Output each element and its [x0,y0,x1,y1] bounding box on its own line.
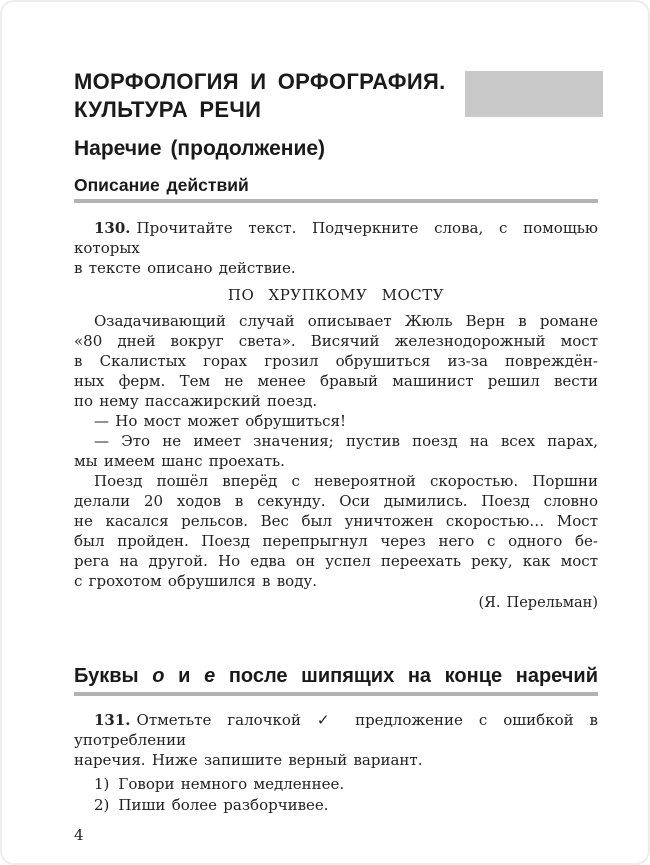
subsection-title-1: Описание действий [74,175,249,195]
answer-item: 2) Пиши более разборчивее. [94,796,329,814]
story-line: «80 дней вокруг света». Висячий железнодорожный мост [74,332,598,350]
story-line: был пройден. Поезд перепрыгнул через него с одного бе- [74,532,598,550]
story-paragraph [74,411,598,431]
topic-title: Наречие (продолжение) [74,137,326,160]
story-paragraph [74,431,598,471]
story-line: — Но мост может обрушиться! [94,412,347,430]
exercise-instruction-line: наречия. Ниже запишите верный вариант. [74,751,423,769]
chapter-title-line2: КУЛЬТУРА РЕЧИ [74,97,262,122]
exercise-131 [74,710,598,770]
story-line: рега на другой. Но едва он успел переехать реку, как мост [74,552,598,570]
answer-number: 2) [94,796,110,814]
exercise-instruction-line: 131. Отметьте галочкой ✓ предложение с ошибкой в употреблении [74,711,598,749]
exercise-number: 130. [94,219,131,237]
section-divider-2 [74,692,598,696]
story-line: ных ферм. Тем не менее бравый машинист решил вести [74,372,598,390]
story-line: мы имеем шанс проехать. [74,452,285,470]
exercise-number: 131. [94,711,131,729]
story-line: не касался рельсов. Вес был уничтожен скоростью… Мост [74,512,598,530]
story-line: Поезд пошёл вперёд с невероятной скоростью. Поршни [94,472,598,490]
italic-letter: о [152,665,165,687]
story-line: по нему пассажирский поезд. [74,392,318,410]
story-text [74,311,598,591]
story-paragraph [74,311,598,411]
story-paragraph [74,471,598,591]
image-placeholder [465,71,603,117]
story-line: — Это не имеет значения; пустив поезд на всех парах, [94,432,598,450]
chapter-title-line1: МОРФОЛОГИЯ И ОРФОГРАФИЯ. [74,69,446,94]
exercise-instruction-line: 130. Прочитайте текст. Подчеркните слова, с помощью которых [74,219,598,257]
italic-letter: е [204,665,216,687]
exercise-instruction-line: в тексте описано действие. [74,259,296,277]
page-number: 4 [74,826,84,844]
exercise-130 [74,218,598,278]
attribution: (Я. Перельман) [478,595,598,611]
story-title: ПО ХРУПКОМУ МОСТУ [227,286,445,304]
story-line: с грохотом обрушился в воду. [74,572,318,590]
answer-list [74,774,598,816]
story-line: делали 20 ходов в секунду. Оси дымились. Поезд словно [74,492,598,510]
subsection-title-2: Буквы о и е после шипящих на конце наречий [74,665,598,687]
answer-number: 1) [94,775,110,793]
story-line: в Скалистых горах грозил обрушиться из-за повреждён- [74,352,598,370]
section-divider-1 [74,199,598,203]
answer-item: 1) Говори немного медленнее. [94,775,345,793]
story-line: Озадачивающий случай описывает Жюль Верн в романе [94,312,598,330]
